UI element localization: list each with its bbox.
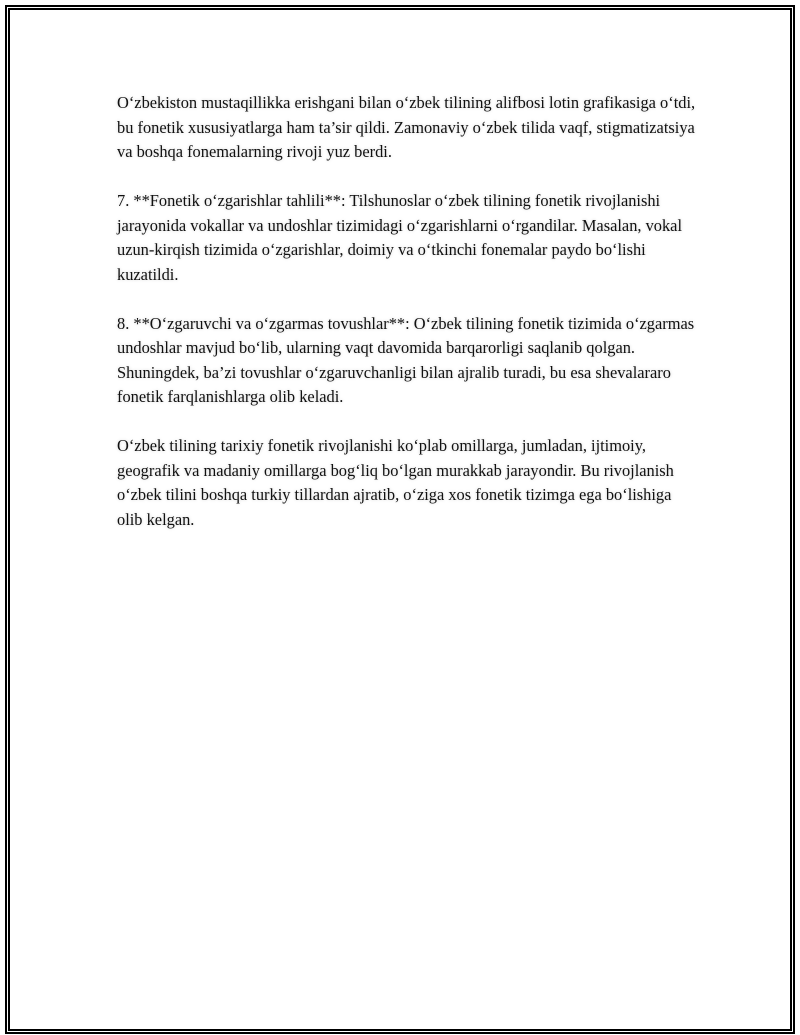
paragraph-variable-sounds: 8. **O‘zgaruvchi va o‘zgarmas tovushlar**: O‘zbek tilining fonetik tizimida o‘zgarmas undoshlar mavjud bo‘lib, ularning vaqt davomida barqarorligi saqlanib qolgan. Shuningdek, ba’zi tovushlar o‘zgaruvchanligi bilan ajralib turadi, bu esa shevalararo fonetik farqlanishlarga olib keladi.	[117, 313, 695, 406]
paragraph-conclusion: O‘zbek tilining tarixiy fonetik rivojlanishi ko‘plab omillarga, jumladan, ijtimoiy, geografik va madaniy omillarga bog‘liq bo‘lgan murakkab jarayondir. Bu rivojlanish o‘zbek tilini boshqa turkiy tillardan ajratib, o‘ziga xos fonetik tizimga ega bo‘lishiga olib kelgan.	[117, 436, 674, 529]
document-body	[117, 91, 697, 557]
paragraph-phonetic-changes: 7. **Fonetik o‘zgarishlar tahlili**: Tilshunoslar o‘zbek tilining fonetik rivojlanishi jarayonida vokallar va undoshlar tizimidagi o‘zgarishlarni o‘rgandilar. Masalan, vokal uzun-kirqish tizimida o‘zgarishlar, doimiy va o‘tkinchi fonemalar paydo bo‘lishi kuzatildi.	[117, 191, 682, 284]
paragraph-intro: O‘zbekiston mustaqillikka erishgani bilan o‘zbek tilining alifbosi lotin grafikasiga o‘tdi, bu fonetik xususiyatlarga ham ta’sir qildi. Zamonaviy o‘zbek tilida vaqf, stigmatizatsiya va boshqa fonemalarning rivoji yuz berdi.	[117, 93, 696, 161]
